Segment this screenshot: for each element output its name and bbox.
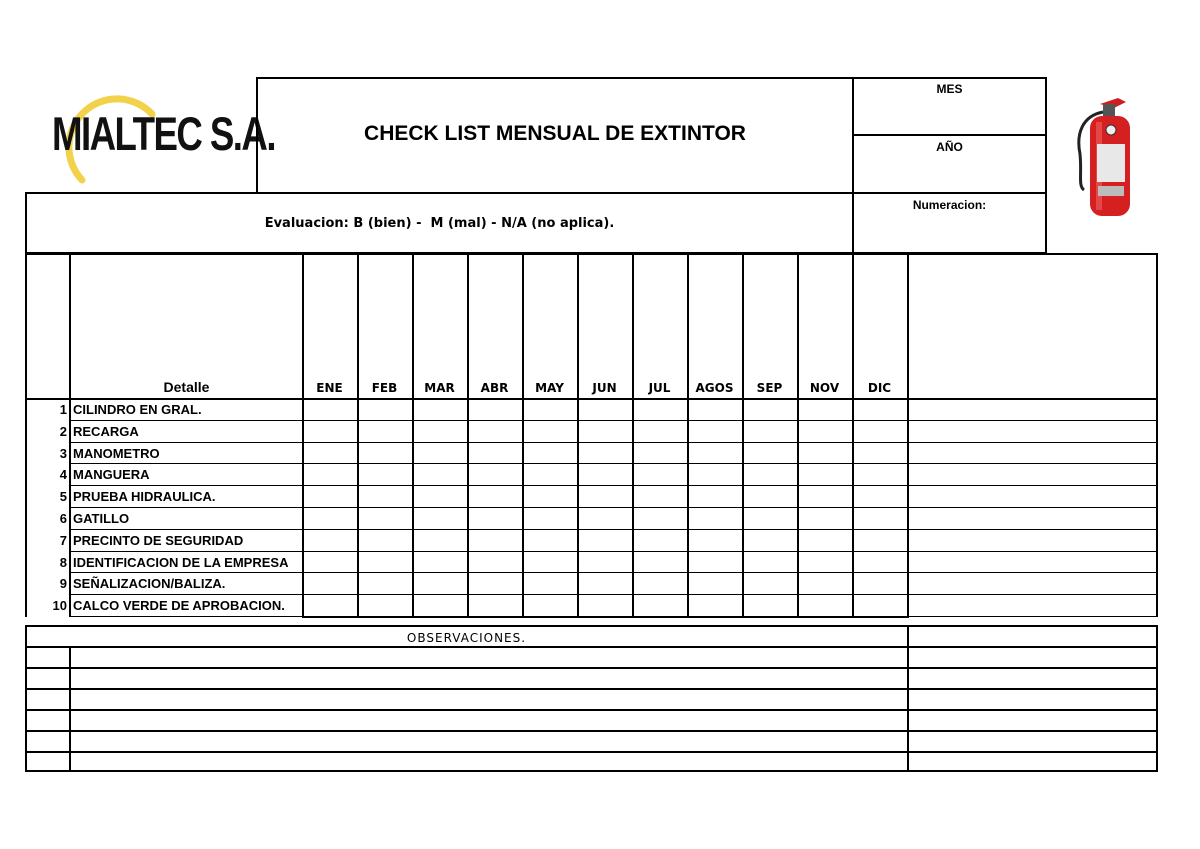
check-cell-may[interactable] <box>522 486 577 508</box>
item-number: 5 <box>59 489 67 505</box>
check-cell-abr[interactable] <box>467 443 522 465</box>
check-cell-nov[interactable] <box>797 508 852 530</box>
row-num-divider <box>69 464 71 486</box>
check-cell-agos[interactable] <box>687 552 742 574</box>
check-cell-jun[interactable] <box>577 508 632 530</box>
observation-line[interactable] <box>25 646 1158 648</box>
check-cell-feb[interactable] <box>357 464 412 486</box>
numeracion-label: Numeracion: <box>912 198 987 212</box>
row-num-divider <box>69 508 71 530</box>
check-cell-ene[interactable] <box>302 508 357 530</box>
row-month-end <box>907 595 909 617</box>
check-cell-agos[interactable] <box>687 530 742 552</box>
check-cell-ene[interactable] <box>302 399 357 421</box>
check-cell-agos[interactable] <box>687 595 742 617</box>
check-cell-jun[interactable] <box>577 573 632 595</box>
check-cell-nov[interactable] <box>797 530 852 552</box>
month-header-ene: ENE <box>316 381 343 395</box>
check-cell-feb[interactable] <box>357 443 412 465</box>
check-cell-may[interactable] <box>522 421 577 443</box>
check-cell-jul[interactable] <box>632 552 687 574</box>
table-header-row <box>25 253 1158 400</box>
month-header-may: MAY <box>535 381 564 395</box>
check-cell-nov[interactable] <box>797 399 852 421</box>
month-column-divider <box>742 253 744 400</box>
row-num-divider <box>69 595 71 617</box>
check-cell-mar[interactable] <box>412 573 467 595</box>
check-cell-jul[interactable] <box>632 530 687 552</box>
check-cell-dic[interactable] <box>852 552 907 574</box>
item-label: SEÑALIZACION/BALIZA. <box>73 576 226 592</box>
company-logo <box>34 84 275 186</box>
check-cell-feb[interactable] <box>357 486 412 508</box>
item-label: GATILLO <box>73 511 130 526</box>
check-cell-dic[interactable] <box>852 443 907 465</box>
item-label: IDENTIFICACION DE LA EMPRESA <box>73 554 289 570</box>
check-cell-may[interactable] <box>522 443 577 465</box>
observation-line[interactable] <box>25 730 1158 732</box>
check-cell-abr[interactable] <box>467 573 522 595</box>
check-cell-ene[interactable] <box>302 443 357 465</box>
row-month-end <box>907 443 909 465</box>
check-cell-ene[interactable] <box>302 486 357 508</box>
item-number: 6 <box>59 511 67 526</box>
check-cell-jun[interactable] <box>577 399 632 421</box>
observation-line[interactable] <box>25 667 1158 669</box>
item-number: 10 <box>52 598 67 614</box>
check-cell-abr[interactable] <box>467 552 522 574</box>
check-cell-abr[interactable] <box>467 399 522 421</box>
item-number: 8 <box>59 554 67 570</box>
check-cell-may[interactable] <box>522 530 577 552</box>
item-label: PRECINTO DE SEGURIDAD <box>73 532 244 548</box>
check-cell-mar[interactable] <box>412 552 467 574</box>
check-cell-mar[interactable] <box>412 530 467 552</box>
check-cell-jun[interactable] <box>577 530 632 552</box>
check-cell-ene[interactable] <box>302 464 357 486</box>
month-column-divider <box>302 253 304 400</box>
check-cell-dic[interactable] <box>852 595 907 617</box>
row-month-end <box>907 552 909 574</box>
observations-label: OBSERVACIONES. <box>406 631 527 645</box>
check-cell-may[interactable] <box>522 464 577 486</box>
check-cell-jul[interactable] <box>632 508 687 530</box>
check-cell-feb[interactable] <box>357 552 412 574</box>
month-header-jun: JUN <box>592 381 617 395</box>
row-num-divider <box>69 486 71 508</box>
check-cell-jul[interactable] <box>632 486 687 508</box>
month-header-nov: NOV <box>809 381 840 395</box>
month-column-divider <box>687 253 689 400</box>
month-column-divider <box>632 253 634 400</box>
check-cell-may[interactable] <box>522 399 577 421</box>
fire-extinguisher-icon <box>1070 94 1140 220</box>
check-cell-sep[interactable] <box>742 464 797 486</box>
check-cell-jul[interactable] <box>632 573 687 595</box>
check-cell-mar[interactable] <box>412 399 467 421</box>
check-cell-sep[interactable] <box>742 443 797 465</box>
row-right-border <box>1156 464 1158 486</box>
check-cell-jun[interactable] <box>577 443 632 465</box>
check-cell-jun[interactable] <box>577 486 632 508</box>
check-cell-sep[interactable] <box>742 486 797 508</box>
month-header-abr: ABR <box>480 381 509 395</box>
check-cell-sep[interactable] <box>742 552 797 574</box>
item-number: 7 <box>59 532 67 548</box>
month-header-jul: JUL <box>648 381 671 395</box>
row-month-end <box>907 464 909 486</box>
month-header-dic: DIC <box>867 381 892 395</box>
check-cell-dic[interactable] <box>852 508 907 530</box>
row-right-border <box>1156 443 1158 465</box>
check-cell-nov[interactable] <box>797 486 852 508</box>
item-number: 2 <box>59 423 67 439</box>
check-cell-dic[interactable] <box>852 486 907 508</box>
row-month-end <box>907 573 909 595</box>
month-column-divider <box>467 253 469 400</box>
check-cell-agos[interactable] <box>687 486 742 508</box>
check-cell-ene[interactable] <box>302 530 357 552</box>
row-right-border <box>1156 421 1158 443</box>
check-cell-mar[interactable] <box>412 421 467 443</box>
check-cell-mar[interactable] <box>412 464 467 486</box>
item-label: RECARGA <box>73 423 139 439</box>
check-cell-feb[interactable] <box>357 595 412 617</box>
row-month-end <box>907 421 909 443</box>
check-cell-nov[interactable] <box>797 573 852 595</box>
check-cell-agos[interactable] <box>687 421 742 443</box>
check-cell-agos[interactable] <box>687 508 742 530</box>
row-right-border <box>1156 595 1158 617</box>
check-cell-agos[interactable] <box>687 464 742 486</box>
check-cell-jun[interactable] <box>577 595 632 617</box>
check-cell-ene[interactable] <box>302 573 357 595</box>
check-cell-mar[interactable] <box>412 443 467 465</box>
check-cell-dic[interactable] <box>852 464 907 486</box>
table-bottom-border <box>302 616 909 618</box>
row-num-divider <box>69 552 71 574</box>
row-right-border <box>1156 530 1158 552</box>
check-cell-feb[interactable] <box>357 421 412 443</box>
item-label: MANOMETRO <box>73 445 160 461</box>
check-cell-ene[interactable] <box>302 595 357 617</box>
row-month-end <box>907 399 909 421</box>
row-right-border <box>1156 573 1158 595</box>
check-cell-dic[interactable] <box>852 530 907 552</box>
item-label: CALCO VERDE DE APROBACION. <box>73 598 285 614</box>
month-header-feb: FEB <box>371 381 398 395</box>
row-num-divider <box>69 443 71 465</box>
check-cell-jul[interactable] <box>632 443 687 465</box>
month-header-mar: MAR <box>424 381 455 395</box>
observation-line[interactable] <box>25 688 1158 690</box>
item-number: 9 <box>59 576 67 592</box>
check-cell-sep[interactable] <box>742 508 797 530</box>
check-cell-nov[interactable] <box>797 421 852 443</box>
check-cell-agos[interactable] <box>687 399 742 421</box>
month-column-divider <box>357 253 359 400</box>
logo-text: MIALTEC S.A. <box>52 107 275 160</box>
check-cell-nov[interactable] <box>797 552 852 574</box>
detail-header: Detalle <box>163 379 210 395</box>
check-cell-may[interactable] <box>522 595 577 617</box>
check-cell-abr[interactable] <box>467 464 522 486</box>
check-cell-nov[interactable] <box>797 595 852 617</box>
row-right-border <box>1156 508 1158 530</box>
check-cell-feb[interactable] <box>357 508 412 530</box>
check-cell-abr[interactable] <box>467 421 522 443</box>
month-column-divider <box>852 253 854 400</box>
item-number: 3 <box>59 445 67 461</box>
anio-label: AÑO <box>936 140 963 154</box>
item-number: 1 <box>59 402 67 417</box>
row-month-end <box>907 508 909 530</box>
check-cell-jun[interactable] <box>577 421 632 443</box>
check-cell-dic[interactable] <box>852 573 907 595</box>
month-header-agos: AGOS <box>695 381 734 395</box>
item-label: CILINDRO EN GRAL. <box>73 402 202 417</box>
row-num-divider <box>69 399 71 421</box>
check-cell-ene[interactable] <box>302 421 357 443</box>
check-cell-may[interactable] <box>522 552 577 574</box>
observation-line[interactable] <box>25 709 1158 711</box>
month-column-divider <box>522 253 524 400</box>
check-cell-sep[interactable] <box>742 573 797 595</box>
mes-label: MES <box>936 82 963 96</box>
row-month-end <box>907 486 909 508</box>
check-cell-jun[interactable] <box>577 464 632 486</box>
row-right-border <box>1156 399 1158 421</box>
check-cell-jul[interactable] <box>632 421 687 443</box>
row-month-end <box>907 530 909 552</box>
header-num-col <box>69 253 71 400</box>
month-column-divider <box>577 253 579 400</box>
check-cell-dic[interactable] <box>852 421 907 443</box>
check-cell-nov[interactable] <box>797 464 852 486</box>
check-cell-jul[interactable] <box>632 595 687 617</box>
month-column-divider <box>412 253 414 400</box>
month-column-divider <box>797 253 799 400</box>
check-cell-abr[interactable] <box>467 486 522 508</box>
check-cell-jul[interactable] <box>632 464 687 486</box>
row-num-divider <box>69 530 71 552</box>
check-cell-sep[interactable] <box>742 595 797 617</box>
check-cell-may[interactable] <box>522 573 577 595</box>
row-right-border <box>1156 552 1158 574</box>
row-num-divider <box>69 573 71 595</box>
check-cell-ene[interactable] <box>302 552 357 574</box>
check-cell-nov[interactable] <box>797 443 852 465</box>
check-cell-dic[interactable] <box>852 399 907 421</box>
item-number: 4 <box>59 467 67 483</box>
item-label: PRUEBA HIDRAULICA. <box>73 489 216 505</box>
check-cell-abr[interactable] <box>467 508 522 530</box>
check-cell-mar[interactable] <box>412 595 467 617</box>
row-right-border <box>1156 486 1158 508</box>
check-cell-mar[interactable] <box>412 486 467 508</box>
row-num-divider <box>69 421 71 443</box>
check-cell-sep[interactable] <box>742 399 797 421</box>
item-label: MANGUERA <box>73 467 150 483</box>
check-cell-feb[interactable] <box>357 530 412 552</box>
check-cell-agos[interactable] <box>687 443 742 465</box>
page-title: CHECK LIST MENSUAL DE EXTINTOR <box>364 122 746 145</box>
evaluation-legend: Evaluacion: B (bien) - M (mal) - N/A (no aplica). <box>264 216 615 231</box>
check-cell-jul[interactable] <box>632 399 687 421</box>
check-cell-may[interactable] <box>522 508 577 530</box>
check-cell-mar[interactable] <box>412 508 467 530</box>
check-cell-agos[interactable] <box>687 573 742 595</box>
month-column-divider <box>907 253 909 400</box>
check-cell-sep[interactable] <box>742 530 797 552</box>
check-cell-jun[interactable] <box>577 552 632 574</box>
observation-line[interactable] <box>25 751 1158 753</box>
check-cell-feb[interactable] <box>357 573 412 595</box>
check-cell-feb[interactable] <box>357 399 412 421</box>
check-cell-sep[interactable] <box>742 421 797 443</box>
check-cell-abr[interactable] <box>467 595 522 617</box>
month-header-sep: SEP <box>756 381 783 395</box>
check-cell-abr[interactable] <box>467 530 522 552</box>
